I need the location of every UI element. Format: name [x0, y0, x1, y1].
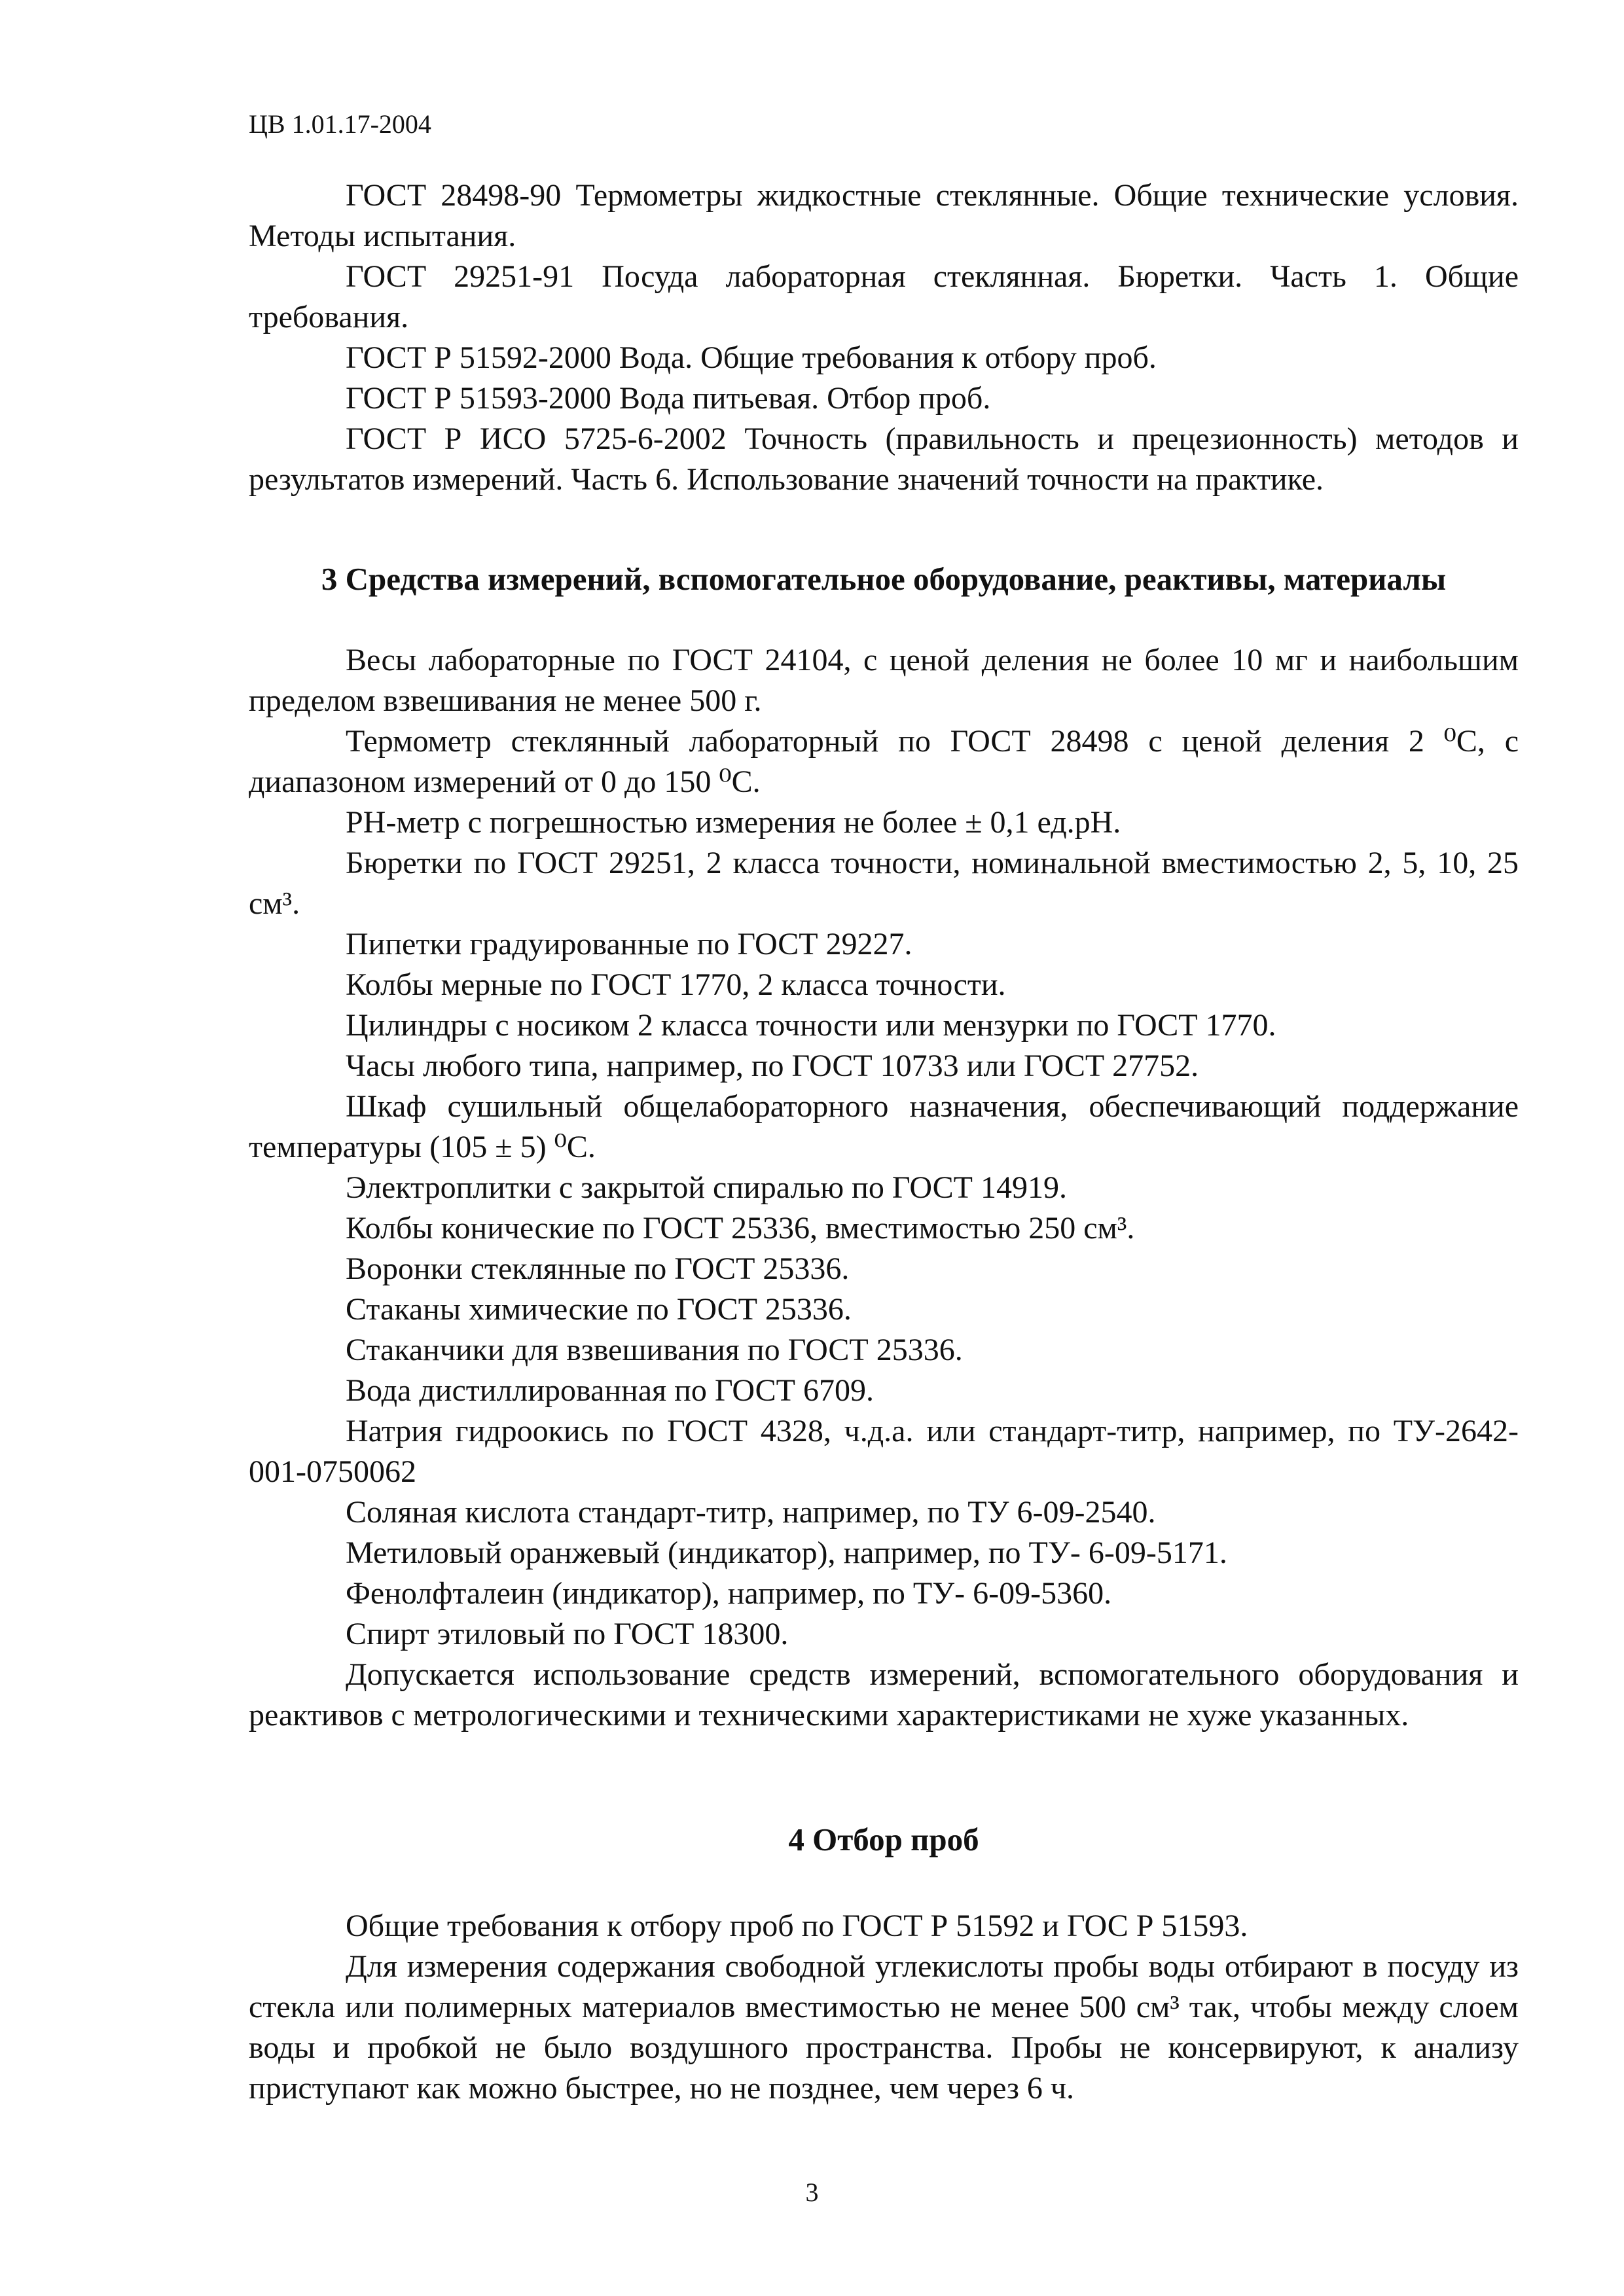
- equipment-item: Электроплитки с закрытой спиралью по ГОСТ 14919.: [346, 1170, 1067, 1205]
- equipment-item: Стаканы химические по ГОСТ 25336.: [346, 1292, 852, 1327]
- reference-item: ГОСТ Р 51592-2000 Вода. Общие требования к отбору проб.: [346, 340, 1157, 375]
- section-4-title: 4 Отбор проб: [788, 1821, 979, 1857]
- equipment-item: Вода дистиллированная по ГОСТ 6709.: [346, 1373, 874, 1408]
- reference-item: ГОСТ Р ИСО 5725-6-2002 Точность (правильность и прецезионность) методов и результатов измерений. Часть 6. Использование значений точности на практике.: [249, 422, 1519, 497]
- equipment-item: Воронки стеклянные по ГОСТ 25336.: [346, 1251, 850, 1286]
- equipment-item: Натрия гидроокись по ГОСТ 4328, ч.д.а. или стандарт-титр, например, по ТУ-2642-001-0750062: [249, 1414, 1519, 1489]
- equipment-item: Шкаф сушильный общелабораторного назначения, обеспечивающий поддержание температуры (105 ± 5) ⁰С.: [249, 1089, 1519, 1164]
- equipment-item: Весы лабораторные по ГОСТ 24104, с ценой деления не более 10 мг и наибольшим пределом взвешивания не менее 500 г.: [249, 643, 1519, 718]
- reference-item: ГОСТ Р 51593-2000 Вода питьевая. Отбор проб.: [346, 381, 991, 416]
- equipment-item: Колбы мерные по ГОСТ 1770, 2 класса точности.: [346, 967, 1006, 1002]
- equipment-item: Часы любого типа, например, по ГОСТ 10733 или ГОСТ 27752.: [346, 1049, 1199, 1083]
- equipment-item: Термометр стеклянный лабораторный по ГОСТ 28498 с ценой деления 2 ⁰С, с диапазоном измерений от 0 до 150 ⁰С.: [249, 724, 1519, 799]
- equipment-item: Бюретки по ГОСТ 29251, 2 класса точности, номинальной вместимостью 2, 5, 10, 25 см³.: [249, 846, 1519, 921]
- equipment-item: Соляная кислота стандарт-титр, например, по ТУ 6-09-2540.: [346, 1495, 1156, 1530]
- reference-item: ГОСТ 29251-91 Посуда лабораторная стеклянная. Бюретки. Часть 1. Общие требования.: [249, 259, 1519, 334]
- equipment-note: Допускается использование средств измерений, вспомогательного оборудования и реактивов с метрологическими и техническими характеристиками не хуже указанных.: [249, 1657, 1519, 1732]
- document-page: [249, 105, 1519, 2109]
- equipment-item: Фенолфталеин (индикатор), например, по ТУ- 6-09-5360.: [346, 1576, 1112, 1611]
- equipment-item: Пипетки градуированные по ГОСТ 29227.: [346, 927, 912, 961]
- equipment-item: Спирт этиловый по ГОСТ 18300.: [346, 1617, 789, 1651]
- equipment-item: Стаканчики для взвешивания по ГОСТ 25336.: [346, 1333, 963, 1367]
- reference-item: ГОСТ 28498-90 Термометры жидкостные стеклянные. Общие технические условия. Методы испытания.: [249, 178, 1519, 253]
- section-4-body: [249, 1906, 1519, 2109]
- equipment-item: Метиловый оранжевый (индикатор), например, по ТУ- 6-09-5171.: [346, 1535, 1227, 1570]
- page-number: 3: [805, 2178, 819, 2207]
- section-3-list: [249, 640, 1519, 1736]
- equipment-item: РН-метр с погрешностью измерения не более ± 0,1 ед.рН.: [346, 805, 1121, 840]
- equipment-item: Колбы конические по ГОСТ 25336, вместимостью 250 см³.: [346, 1211, 1135, 1246]
- references-list: [249, 175, 1519, 500]
- section-3-title: 3 Средства измерений, вспомогательное оборудование, реактивы, материалы: [321, 561, 1447, 597]
- equipment-item: Цилиндры с носиком 2 класса точности или мензурки по ГОСТ 1770.: [346, 1008, 1276, 1043]
- document-code: ЦВ 1.01.17-2004: [249, 109, 431, 139]
- sampling-paragraph: Для измерения содержания свободной углекислоты пробы воды отбирают в посуду из стекла или полимерных материалов вместимостью не менее 500 см³ так, чтобы между слоем воды и пробкой не было воздушного пространства. Пробы не консервируют, к анализу приступают как можно быстрее, но не позднее, чем через 6 ч.: [249, 1949, 1519, 2106]
- sampling-paragraph: Общие требования к отбору проб по ГОСТ Р 51592 и ГОС Р 51593.: [346, 1909, 1248, 1943]
